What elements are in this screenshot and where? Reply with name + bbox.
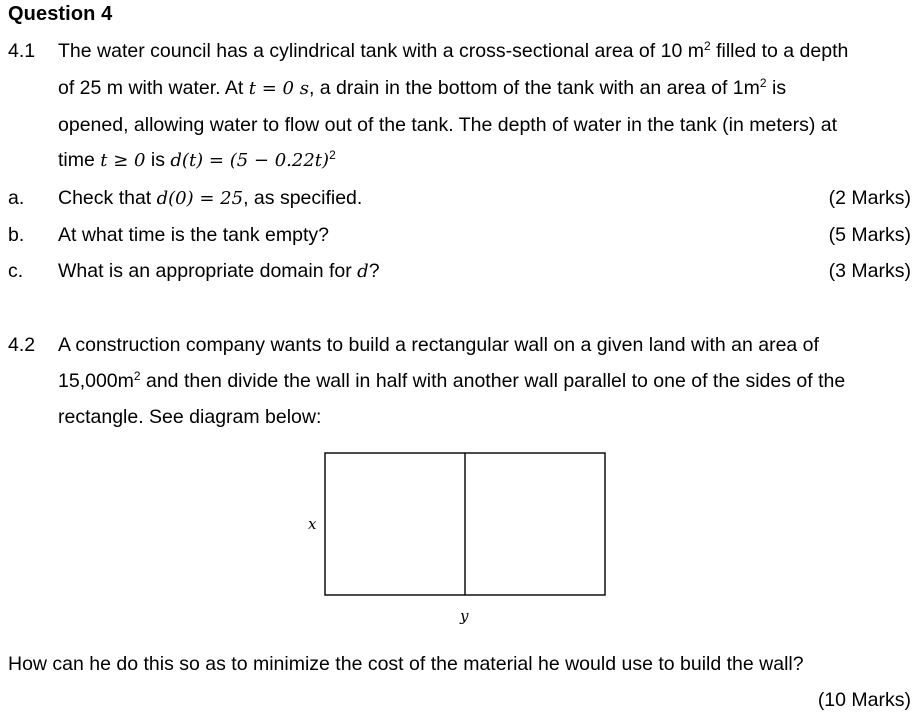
q42-line2-text-b: and then divide the wall in half with another wall parallel to one of the sides of the <box>140 370 846 392</box>
part-c-marks: (3 Marks) <box>828 260 911 282</box>
part-b-text: At what time is the tank empty? <box>58 224 329 246</box>
part-a-text-a: Check that <box>58 187 157 209</box>
part-a-marks: (2 Marks) <box>828 187 911 209</box>
question-4-2-marks: (10 Marks) <box>817 689 911 711</box>
question-4-1-number: 4.1 <box>8 40 36 62</box>
part-c-text <box>58 260 380 283</box>
q41-line2-superscript: 2 <box>759 76 767 90</box>
part-c-math: d <box>357 261 369 282</box>
question-4-1-line-2 <box>58 77 786 100</box>
q41-line2-text-c: is <box>766 77 787 99</box>
diagram-y-label: y <box>460 607 469 625</box>
q41-line1-text-a: The water council has a cylindrical tank with a cross-sectional area of 10 m <box>58 40 704 62</box>
part-a-text <box>58 187 362 210</box>
part-b-letter: b. <box>8 224 25 246</box>
q41-line4-text-b: is <box>145 149 171 171</box>
question-4-2-number: 4.2 <box>8 334 36 356</box>
diagram-x-label: x <box>308 515 317 533</box>
q41-line4-superscript: 2 <box>329 148 336 162</box>
q41-line1-superscript: 2 <box>703 39 711 53</box>
q41-line4-math-1: t ≥ 0 <box>100 150 146 171</box>
part-b-marks: (5 Marks) <box>828 224 911 246</box>
question-heading: Question 4 <box>8 3 113 25</box>
wall-diagram-svg <box>300 445 620 635</box>
q41-line2-text-a: of 25 m with water. At <box>58 77 249 99</box>
q42-line2-text-a: 15,000m <box>58 370 134 392</box>
part-c-text-b: ? <box>368 260 380 282</box>
question-4-2-prompt: How can he do this so as to minimize the cost of the material he would use to build the wall? <box>8 653 804 675</box>
part-a-text-b: , as specified. <box>243 187 363 209</box>
q41-line2-text-b: , a drain in the bottom of the tank with an area of 1m <box>308 77 760 99</box>
q41-line4-math-2: d(t) = (5 − 0.22t) <box>170 150 330 171</box>
q41-line2-math: t = 0 s <box>248 78 309 99</box>
wall-diagram <box>300 445 620 635</box>
question-4-1-line-3: opened, allowing water to flow out of the tank. The depth of water in the tank (in meters) at <box>58 114 838 136</box>
part-a-math: d(0) = 25 <box>156 188 244 209</box>
question-4-2-line-2 <box>58 370 845 393</box>
q42-line2-superscript: 2 <box>133 369 141 383</box>
part-c-text-a: What is an appropriate domain for <box>58 260 358 282</box>
q41-line1-text-b: filled to a depth <box>710 40 849 62</box>
part-a-letter: a. <box>8 187 25 209</box>
question-4-2-line-1: A construction company wants to build a rectangular wall on a given land with an area of <box>58 334 819 356</box>
part-c-letter: c. <box>8 260 24 282</box>
question-4-1-line-4 <box>58 149 336 172</box>
question-4-2-line-3: rectangle. See diagram below: <box>58 406 322 428</box>
q41-line4-text-a: time <box>58 149 101 171</box>
question-4-1-line-1 <box>58 40 848 63</box>
